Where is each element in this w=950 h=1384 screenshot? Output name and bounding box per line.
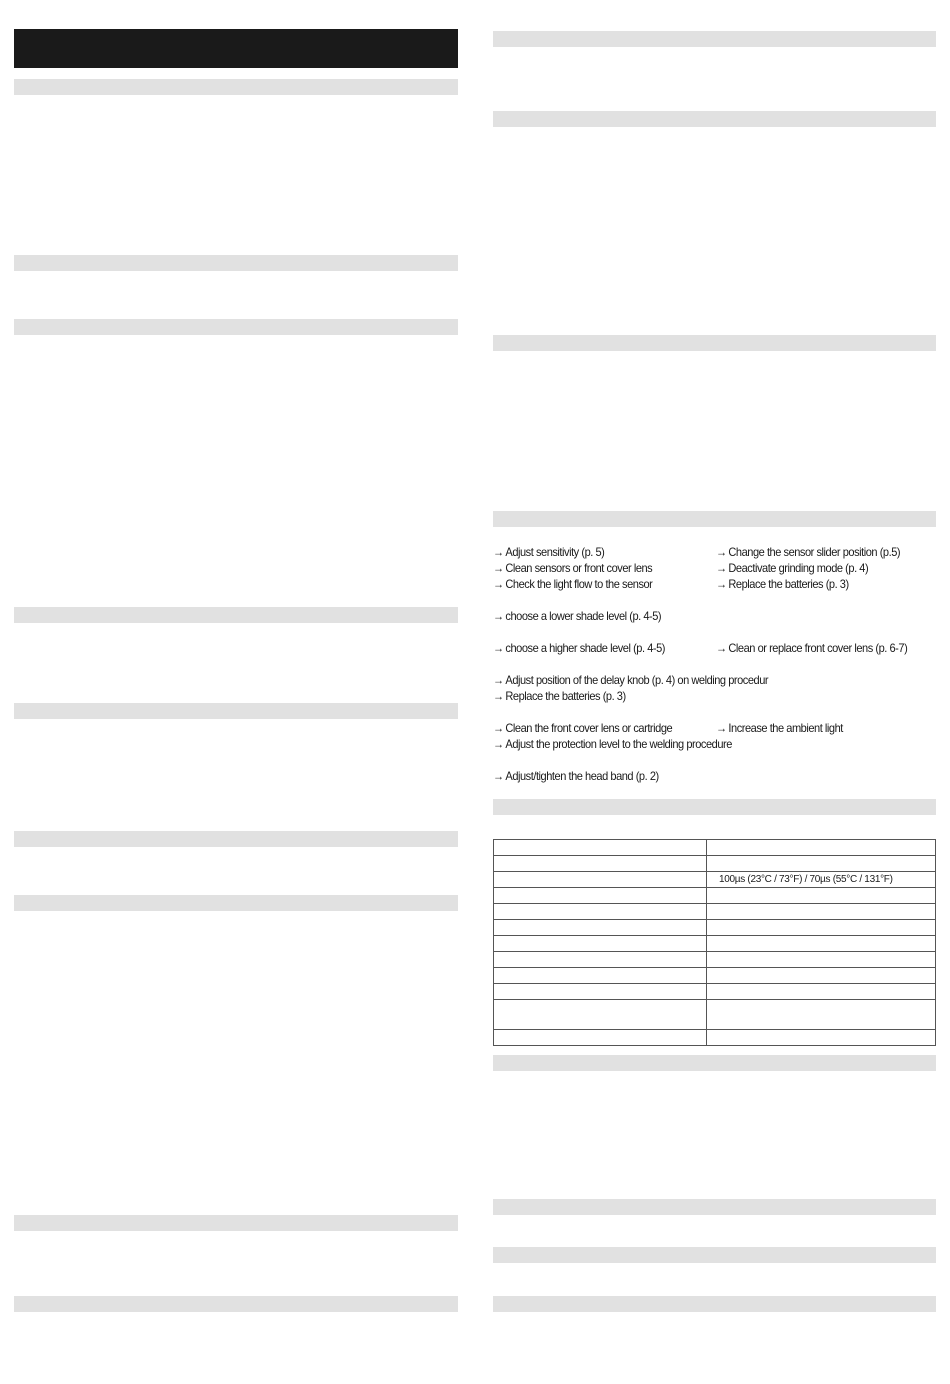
table-cell (707, 904, 936, 920)
list-item: → Increase the ambient light (716, 721, 843, 735)
section-bar (493, 111, 936, 127)
section-bar (14, 1296, 458, 1312)
table-row (494, 840, 936, 856)
section-bar (14, 1215, 458, 1231)
section-bar (14, 607, 458, 623)
list-item: → Change the sensor slider position (p.5) (716, 545, 901, 559)
list-item: → Clean the front cover lens or cartridge (493, 721, 673, 735)
section-bar (14, 79, 458, 95)
table-row (494, 1030, 936, 1046)
arrow-right-icon: → (493, 769, 504, 783)
table-row (494, 904, 936, 920)
section-bar (493, 31, 936, 47)
table-cell (707, 968, 936, 984)
arrow-right-icon: → (493, 545, 504, 559)
table-cell (494, 856, 707, 872)
arrow-right-icon: → (493, 609, 504, 623)
list-item: → Check the light flow to the sensor (493, 577, 653, 591)
table-cell (494, 936, 707, 952)
arrow-right-icon: → (716, 721, 727, 735)
table-cell (707, 952, 936, 968)
list-item: → choose a lower shade level (p. 4-5) (493, 609, 662, 623)
table-cell (707, 1030, 936, 1046)
section-bar (14, 255, 458, 271)
table-cell (494, 840, 707, 856)
section-bar (493, 335, 936, 351)
arrow-right-icon: → (716, 545, 727, 559)
arrow-right-icon: → (493, 689, 504, 703)
arrow-right-icon: → (716, 561, 727, 575)
table-cell (707, 888, 936, 904)
section-bar (493, 1247, 936, 1263)
table-cell (494, 1000, 707, 1030)
list-item: → choose a higher shade level (p. 4-5) (493, 641, 665, 655)
section-bar (14, 831, 458, 847)
table-cell (494, 920, 707, 936)
arrow-right-icon: → (493, 577, 504, 591)
table-row (494, 952, 936, 968)
arrow-right-icon: → (493, 737, 504, 751)
list-item: → Clean or replace front cover lens (p. 6-7) (716, 641, 908, 655)
table-cell (494, 952, 707, 968)
table-row (494, 872, 936, 888)
list-item: → Adjust the protection level to the welding procedure (493, 737, 732, 751)
list-item: → Deactivate grinding mode (p. 4) (716, 561, 869, 575)
table-cell (707, 920, 936, 936)
arrow-right-icon: → (493, 561, 504, 575)
table-row (494, 936, 936, 952)
list-item: → Clean sensors or front cover lens (493, 561, 653, 575)
arrow-right-icon: → (493, 673, 504, 687)
list-item: → Adjust position of the delay knob (p. 4) on welding procedur (493, 673, 769, 687)
table-cell (494, 872, 707, 888)
table-cell (707, 936, 936, 952)
table-cell (707, 984, 936, 1000)
table-cell (494, 984, 707, 1000)
section-bar (493, 1199, 936, 1215)
table-row (494, 984, 936, 1000)
table-row (494, 968, 936, 984)
table-cell (707, 840, 936, 856)
list-item: → Adjust sensitivity (p. 5) (493, 545, 605, 559)
list-item: → Adjust/tighten the head band (p. 2) (493, 769, 659, 783)
section-bar (14, 319, 458, 335)
specifications-header-bar (493, 799, 936, 815)
table-cell (494, 888, 707, 904)
list-item: → Replace the batteries (p. 3) (716, 577, 849, 591)
arrow-right-icon: → (493, 721, 504, 735)
table-cell (494, 904, 707, 920)
arrow-right-icon: → (716, 577, 727, 591)
table-row (494, 888, 936, 904)
arrow-right-icon: → (493, 641, 504, 655)
section-bar (14, 895, 458, 911)
section-bar (14, 703, 458, 719)
table-row (494, 856, 936, 872)
section-bar (493, 1296, 936, 1312)
switching-time-value: 100µs (23°C / 73°F) / 70µs (55°C / 131°F) (707, 872, 936, 888)
section-bar (493, 1055, 936, 1071)
header-title-bar (14, 29, 458, 68)
table-row (494, 1000, 936, 1030)
arrow-right-icon: → (716, 641, 727, 655)
table-cell (494, 968, 707, 984)
specifications-table (493, 839, 936, 1046)
table-cell (707, 1000, 936, 1030)
table-cell (707, 856, 936, 872)
table-cell (494, 1030, 707, 1046)
troubleshooting-header-bar (493, 511, 936, 527)
list-item: → Replace the batteries (p. 3) (493, 689, 626, 703)
table-row (494, 920, 936, 936)
